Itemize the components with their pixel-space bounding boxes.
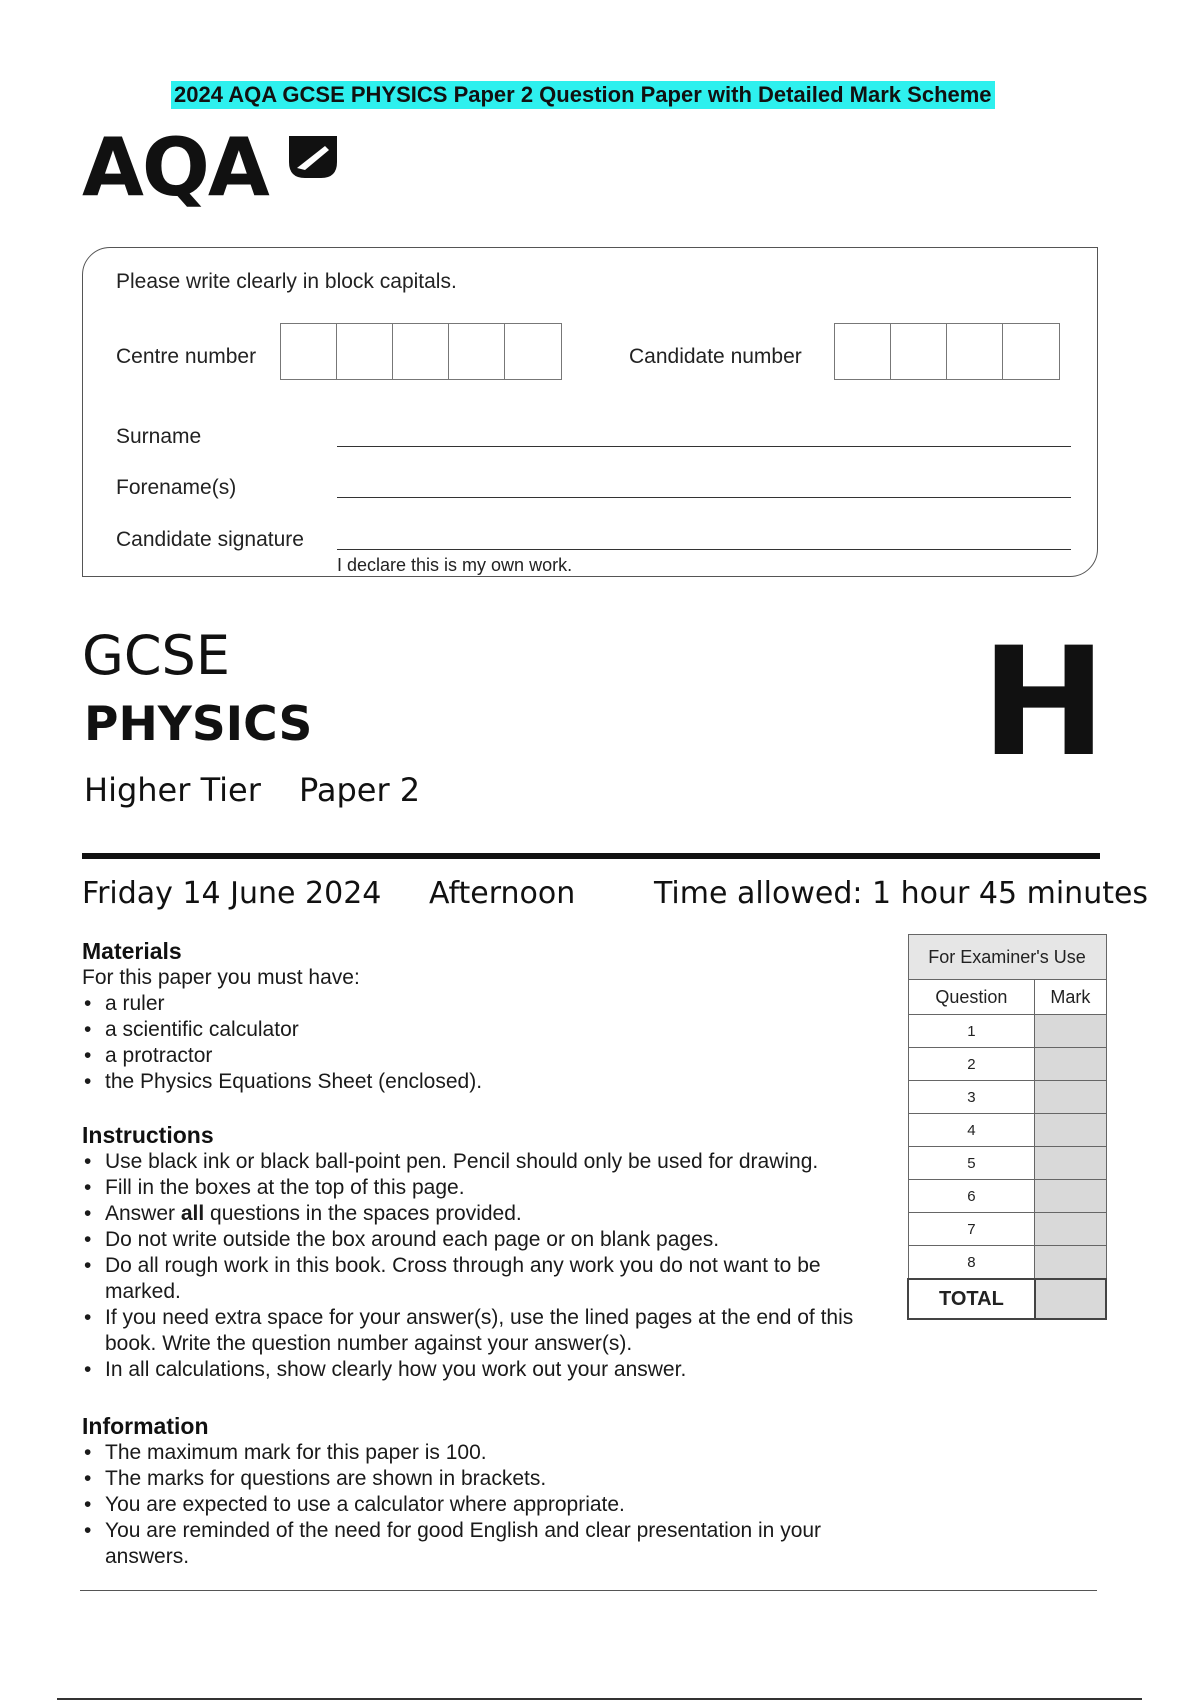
table-row	[908, 1114, 1106, 1147]
tier-letter: H	[981, 616, 1107, 790]
list-item: • You are reminded of the need for good English and clear presentation in your answers.	[82, 1518, 872, 1570]
list-item: • The maximum mark for this paper is 100.	[82, 1440, 872, 1466]
mark-cell[interactable]	[1035, 1246, 1106, 1280]
materials-section	[82, 938, 902, 1095]
instructions-section	[82, 1122, 872, 1383]
examiner-use-table	[907, 934, 1107, 1320]
list-item: • Use black ink or black ball-point pen. Pencil should only be used for drawing.	[82, 1149, 872, 1175]
candidate-digit-box[interactable]	[835, 324, 891, 379]
aqa-logo	[82, 121, 268, 214]
declaration-text: I declare this is my own work.	[337, 555, 573, 575]
centre-digit-box[interactable]	[281, 324, 337, 379]
divider-thick	[82, 853, 1100, 859]
table-row	[908, 1246, 1106, 1280]
forename-field[interactable]	[337, 497, 1071, 498]
subject-title: PHYSICS	[84, 697, 313, 752]
information-heading: Information	[82, 1413, 209, 1439]
total-mark-cell[interactable]	[1035, 1279, 1106, 1319]
question-number: 4	[908, 1114, 1035, 1147]
list-item: • In all calculations, show clearly how you work out your answer.	[82, 1357, 872, 1383]
forename-label: Forename(s)	[116, 476, 237, 499]
question-number: 5	[908, 1147, 1035, 1180]
centre-digit-box[interactable]	[449, 324, 505, 379]
qualification-title: GCSE	[82, 624, 230, 687]
mark-cell[interactable]	[1035, 1015, 1106, 1048]
table-row	[908, 1147, 1106, 1180]
question-number: 1	[908, 1015, 1035, 1048]
table-row	[908, 1048, 1106, 1081]
materials-list	[82, 991, 902, 1095]
surname-field[interactable]	[337, 446, 1071, 447]
list-item: • Answer all questions in the spaces provided.	[82, 1201, 872, 1227]
signature-label: Candidate signature	[116, 528, 304, 551]
aqa-logo-mark-icon	[285, 132, 343, 190]
information-section	[82, 1413, 872, 1570]
list-item: • a scientific calculator	[82, 1017, 902, 1043]
candidate-number-label: Candidate number	[629, 345, 802, 368]
question-number: 7	[908, 1213, 1035, 1246]
question-number: 3	[908, 1081, 1035, 1114]
document-banner: 2024 AQA GCSE PHYSICS Paper 2 Question Paper with Detailed Mark Scheme	[171, 81, 995, 109]
mark-cell[interactable]	[1035, 1147, 1106, 1180]
information-list	[82, 1440, 872, 1570]
centre-digit-box[interactable]	[393, 324, 449, 379]
aqa-logo-text: AQA	[82, 121, 268, 214]
question-number: 6	[908, 1180, 1035, 1213]
list-item: • You are expected to use a calculator where appropriate.	[82, 1492, 872, 1518]
mark-cell[interactable]	[1035, 1114, 1106, 1147]
candidate-number-boxes[interactable]	[834, 323, 1060, 380]
question-number: 8	[908, 1246, 1035, 1280]
time-allowed: Time allowed: 1 hour 45 minutes	[654, 876, 1149, 911]
candidate-digit-box[interactable]	[947, 324, 1003, 379]
table-row	[908, 1081, 1106, 1114]
list-item: • the Physics Equations Sheet (enclosed).	[82, 1069, 902, 1095]
paper-label: Paper 2	[299, 771, 421, 809]
total-row	[908, 1279, 1106, 1319]
mark-cell[interactable]	[1035, 1048, 1106, 1081]
list-item: • Do all rough work in this book. Cross through any work you do not want to be marked.	[82, 1253, 872, 1305]
instructions-heading: Instructions	[82, 1122, 214, 1148]
table-row	[908, 1213, 1106, 1246]
question-number: 2	[908, 1048, 1035, 1081]
centre-digit-box[interactable]	[337, 324, 393, 379]
table-row	[908, 1015, 1106, 1048]
block-capitals-instruction: Please write clearly in block capitals.	[116, 270, 457, 293]
mark-cell[interactable]	[1035, 1180, 1106, 1213]
list-item: • If you need extra space for your answer(s), use the lined pages at the end of this book. Write the question number against your answer(s).	[82, 1305, 872, 1357]
centre-number-boxes[interactable]	[280, 323, 562, 380]
list-item: • Fill in the boxes at the top of this page.	[82, 1175, 872, 1201]
exam-session: Afternoon	[429, 876, 576, 911]
page-bottom-rule	[57, 1698, 1142, 1700]
list-item: • a protractor	[82, 1043, 902, 1069]
list-item: • The marks for questions are shown in brackets.	[82, 1466, 872, 1492]
candidate-digit-box[interactable]	[1003, 324, 1059, 379]
list-item: • a ruler	[82, 991, 902, 1017]
centre-number-label: Centre number	[116, 345, 257, 368]
instructions-list	[82, 1149, 872, 1383]
candidate-digit-box[interactable]	[891, 324, 947, 379]
mark-cell[interactable]	[1035, 1081, 1106, 1114]
total-label: TOTAL	[908, 1279, 1035, 1319]
materials-heading: Materials	[82, 938, 182, 964]
materials-intro: For this paper you must have:	[82, 966, 360, 989]
examiner-table-title: For Examiner's Use	[908, 935, 1106, 980]
list-item: • Do not write outside the box around each page or on blank pages.	[82, 1227, 872, 1253]
divider-thin	[80, 1590, 1097, 1591]
table-row	[908, 1180, 1106, 1213]
signature-field[interactable]	[337, 549, 1071, 550]
centre-digit-box[interactable]	[505, 324, 561, 379]
tier-label: Higher Tier	[84, 771, 261, 809]
mark-column-header: Mark	[1035, 980, 1106, 1015]
surname-label: Surname	[116, 425, 202, 448]
exam-date: Friday 14 June 2024	[82, 876, 382, 911]
mark-cell[interactable]	[1035, 1213, 1106, 1246]
question-column-header: Question	[908, 980, 1035, 1015]
